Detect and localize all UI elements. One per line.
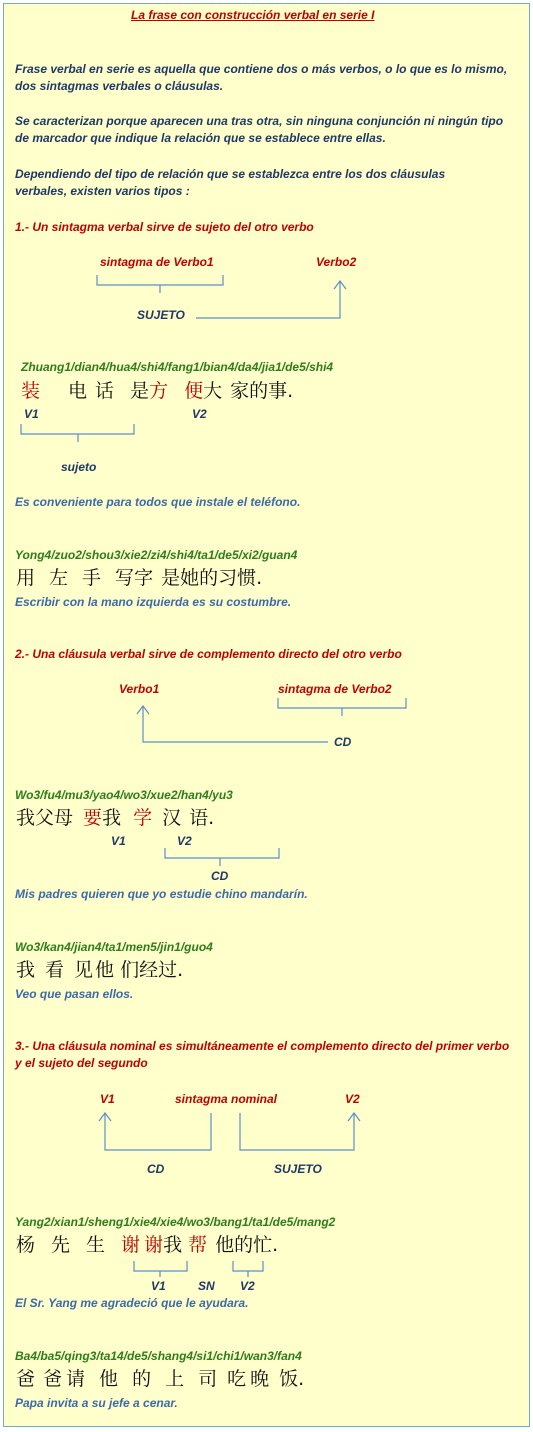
hanzi-char: 惯 bbox=[237, 567, 257, 589]
sec3-ex1-translation: El Sr. Yang me agradeció que le ayudara. bbox=[15, 1296, 249, 1310]
sec2-ex1-v1-label: V1 bbox=[111, 834, 126, 848]
hanzi-char: 过 bbox=[158, 959, 178, 981]
hanzi-char: 事 bbox=[268, 380, 288, 402]
hanzi-char: 大 bbox=[203, 380, 223, 402]
hanzi-char: 谢 bbox=[121, 1234, 141, 1256]
sec2-ex1-v2-label: V2 bbox=[177, 834, 192, 848]
hanzi-char: 看 bbox=[45, 959, 65, 981]
hanzi-char: 的 bbox=[132, 1368, 152, 1390]
hanzi-char: 见 bbox=[74, 959, 94, 981]
sec1-diagram-right-label: Verbo2 bbox=[316, 255, 357, 269]
page-title: La frase con construcción verbal en serie I bbox=[131, 8, 375, 22]
hanzi-char: 请 bbox=[66, 1368, 86, 1390]
section-1-heading: 1.- Un sintagma verbal sirve de sujeto del otro verbo bbox=[15, 220, 314, 234]
hanzi-char: 汉 bbox=[162, 807, 182, 829]
hanzi-char: 的 bbox=[199, 567, 219, 589]
hanzi-char: 学 bbox=[133, 807, 153, 829]
sec2-ex2-chinese bbox=[16, 959, 183, 981]
hanzi-char: 方 bbox=[149, 380, 169, 402]
sec3-ex2-translation: Papa invita a su jefe a cenar. bbox=[15, 1396, 178, 1410]
hanzi-char: 习 bbox=[218, 567, 238, 589]
sec3-ex2-chinese bbox=[16, 1368, 304, 1390]
sec3-diagram-v1-label: V1 bbox=[100, 1092, 115, 1106]
hanzi-char: 爸 bbox=[16, 1368, 36, 1390]
hanzi-char: 装 bbox=[21, 380, 41, 402]
sec2-ex1-translation: Mis padres quieren que yo estudie chino mandarín. bbox=[15, 887, 308, 901]
hanzi-char: 语 bbox=[189, 807, 209, 829]
sec1-diagram-left-label: sintagma de Verbo1 bbox=[100, 255, 214, 269]
hanzi-char: 杨 bbox=[16, 1234, 36, 1256]
sec1-ex1-v2-label: V2 bbox=[192, 407, 207, 421]
hanzi-char: 是 bbox=[161, 567, 181, 589]
hanzi-char: 饭 bbox=[279, 1368, 299, 1390]
sec3-ex2-pinyin: Ba4/ba5/qing3/ta14/de5/shang4/si1/chi1/wan3/fan4 bbox=[15, 1349, 302, 1363]
sec1-ex2-translation: Escribir con la mano izquierda es su costumbre. bbox=[15, 595, 292, 609]
hanzi-char: 我 bbox=[16, 807, 36, 829]
hanzi-char: 用 bbox=[16, 567, 36, 589]
sec1-ex2-chinese bbox=[16, 567, 262, 589]
sec1-ex1-translation: Es conveniente para todos que instale el teléfono. bbox=[15, 495, 301, 509]
hanzi-char: 上 bbox=[165, 1368, 185, 1390]
hanzi-char: 生 bbox=[86, 1234, 106, 1256]
hanzi-char: 他 bbox=[95, 959, 115, 981]
hanzi-char: 我 bbox=[163, 1234, 183, 1256]
hanzi-char: 左 bbox=[49, 567, 69, 589]
sec3-ex1-sn-label: SN bbox=[198, 1279, 215, 1293]
hanzi-char: . bbox=[298, 1368, 305, 1390]
hanzi-char: . bbox=[177, 959, 184, 981]
hanzi-char: 写 bbox=[115, 567, 135, 589]
sec3-diagram-nominal-label: sintagma nominal bbox=[175, 1092, 278, 1106]
hanzi-char: . bbox=[287, 380, 294, 402]
hanzi-char: 我 bbox=[16, 959, 36, 981]
hanzi-char: 晚 bbox=[250, 1368, 270, 1390]
sec3-ex1-v1-label: V1 bbox=[151, 1279, 166, 1293]
intro-paragraph-3: Dependiendo del tipo de relación que se establezca entre los dos cláusulas verbales, existen varios tipos : bbox=[15, 167, 446, 198]
sec3-diagram-subject-label: SUJETO bbox=[274, 1162, 322, 1176]
sec1-ex1-subject-label: sujeto bbox=[61, 460, 97, 474]
hanzi-char: 爸 bbox=[43, 1368, 63, 1390]
sec3-ex1-chinese bbox=[16, 1234, 278, 1256]
sec1-diagram-subject-label: SUJETO bbox=[137, 308, 185, 322]
hanzi-char: 我 bbox=[102, 807, 122, 829]
hanzi-char: 父 bbox=[35, 807, 55, 829]
sec2-diagram-cd-label: CD bbox=[334, 735, 352, 749]
hanzi-char: 他 bbox=[215, 1234, 235, 1256]
sec1-ex2-pinyin: Yong4/zuo2/shou3/xie2/zi4/shi4/ta1/de5/xi2/guan4 bbox=[15, 548, 298, 562]
hanzi-char: 话 bbox=[95, 380, 115, 402]
sec1-ex1-chinese bbox=[21, 380, 293, 402]
hanzi-char: 司 bbox=[198, 1368, 218, 1390]
hanzi-char: 便 bbox=[184, 380, 204, 402]
hanzi-char: 电 bbox=[68, 380, 88, 402]
sec2-ex1-chinese bbox=[16, 807, 214, 829]
sec1-ex1-pinyin: Zhuang1/dian4/hua4/shi4/fang1/bian4/da4/jia1/de5/shi4 bbox=[21, 360, 334, 374]
sec2-ex2-pinyin: Wo3/kan4/jian4/ta1/men5/jin1/guo4 bbox=[15, 940, 213, 954]
sec2-ex1-cd-label: CD bbox=[211, 869, 229, 883]
section-3-heading: 3.- Una cláusula nominal es simultáneamente el complemento directo del primer verbo y el sujeto del segundo bbox=[15, 1039, 510, 1070]
hanzi-char: 他 bbox=[99, 1368, 119, 1390]
sec1-ex1-v1-label: V1 bbox=[24, 407, 39, 421]
sec2-ex2-translation: Veo que pasan ellos. bbox=[15, 987, 134, 1001]
sec3-ex1-pinyin: Yang2/xian1/sheng1/xie4/xie4/wo3/bang1/ta1/de5/mang2 bbox=[15, 1215, 336, 1229]
sec2-diagram-left-label: Verbo1 bbox=[119, 682, 160, 696]
hanzi-char: 经 bbox=[139, 959, 159, 981]
hanzi-char: . bbox=[272, 1234, 279, 1256]
hanzi-char: 帮 bbox=[188, 1234, 208, 1256]
hanzi-char: . bbox=[208, 807, 215, 829]
intro-paragraph-2: Se caracterizan porque aparecen una tras otra, sin ninguna conjunción ni ningún tipo de marcador que indique la relación que se establece entre ellas. bbox=[15, 114, 504, 145]
hanzi-char: 谢 bbox=[144, 1234, 164, 1256]
hanzi-char: 是 bbox=[130, 380, 150, 402]
hanzi-char: 要 bbox=[83, 807, 103, 829]
hanzi-char: 她 bbox=[180, 567, 200, 589]
sec3-ex1-v2-label: V2 bbox=[240, 1279, 255, 1293]
hanzi-char: 手 bbox=[82, 567, 102, 589]
hanzi-char: 母 bbox=[54, 807, 74, 829]
sec2-ex1-pinyin: Wo3/fu4/mu3/yao4/wo3/xue2/han4/yu3 bbox=[15, 788, 233, 802]
intro-paragraph-1: Frase verbal en serie es aquella que contiene dos o más verbos, o lo que es lo mismo, dos sintagmas verbales o cláusulas. bbox=[15, 62, 508, 93]
sec3-diagram-v2-label: V2 bbox=[345, 1092, 360, 1106]
sec3-diagram-cd-label: CD bbox=[147, 1162, 165, 1176]
sec2-diagram-right-label: sintagma de Verbo2 bbox=[278, 682, 392, 696]
hanzi-char: 忙 bbox=[253, 1234, 273, 1256]
hanzi-char: 字 bbox=[134, 567, 154, 589]
hanzi-char: 的 bbox=[249, 380, 269, 402]
section-2-heading: 2.- Una cláusula verbal sirve de complemento directo del otro verbo bbox=[15, 647, 402, 661]
hanzi-char: 先 bbox=[51, 1234, 71, 1256]
hanzi-char: 们 bbox=[120, 959, 140, 981]
hanzi-char: 的 bbox=[234, 1234, 254, 1256]
hanzi-char: . bbox=[256, 567, 263, 589]
hanzi-char: 吃 bbox=[227, 1368, 247, 1390]
hanzi-char: 家 bbox=[230, 380, 250, 402]
